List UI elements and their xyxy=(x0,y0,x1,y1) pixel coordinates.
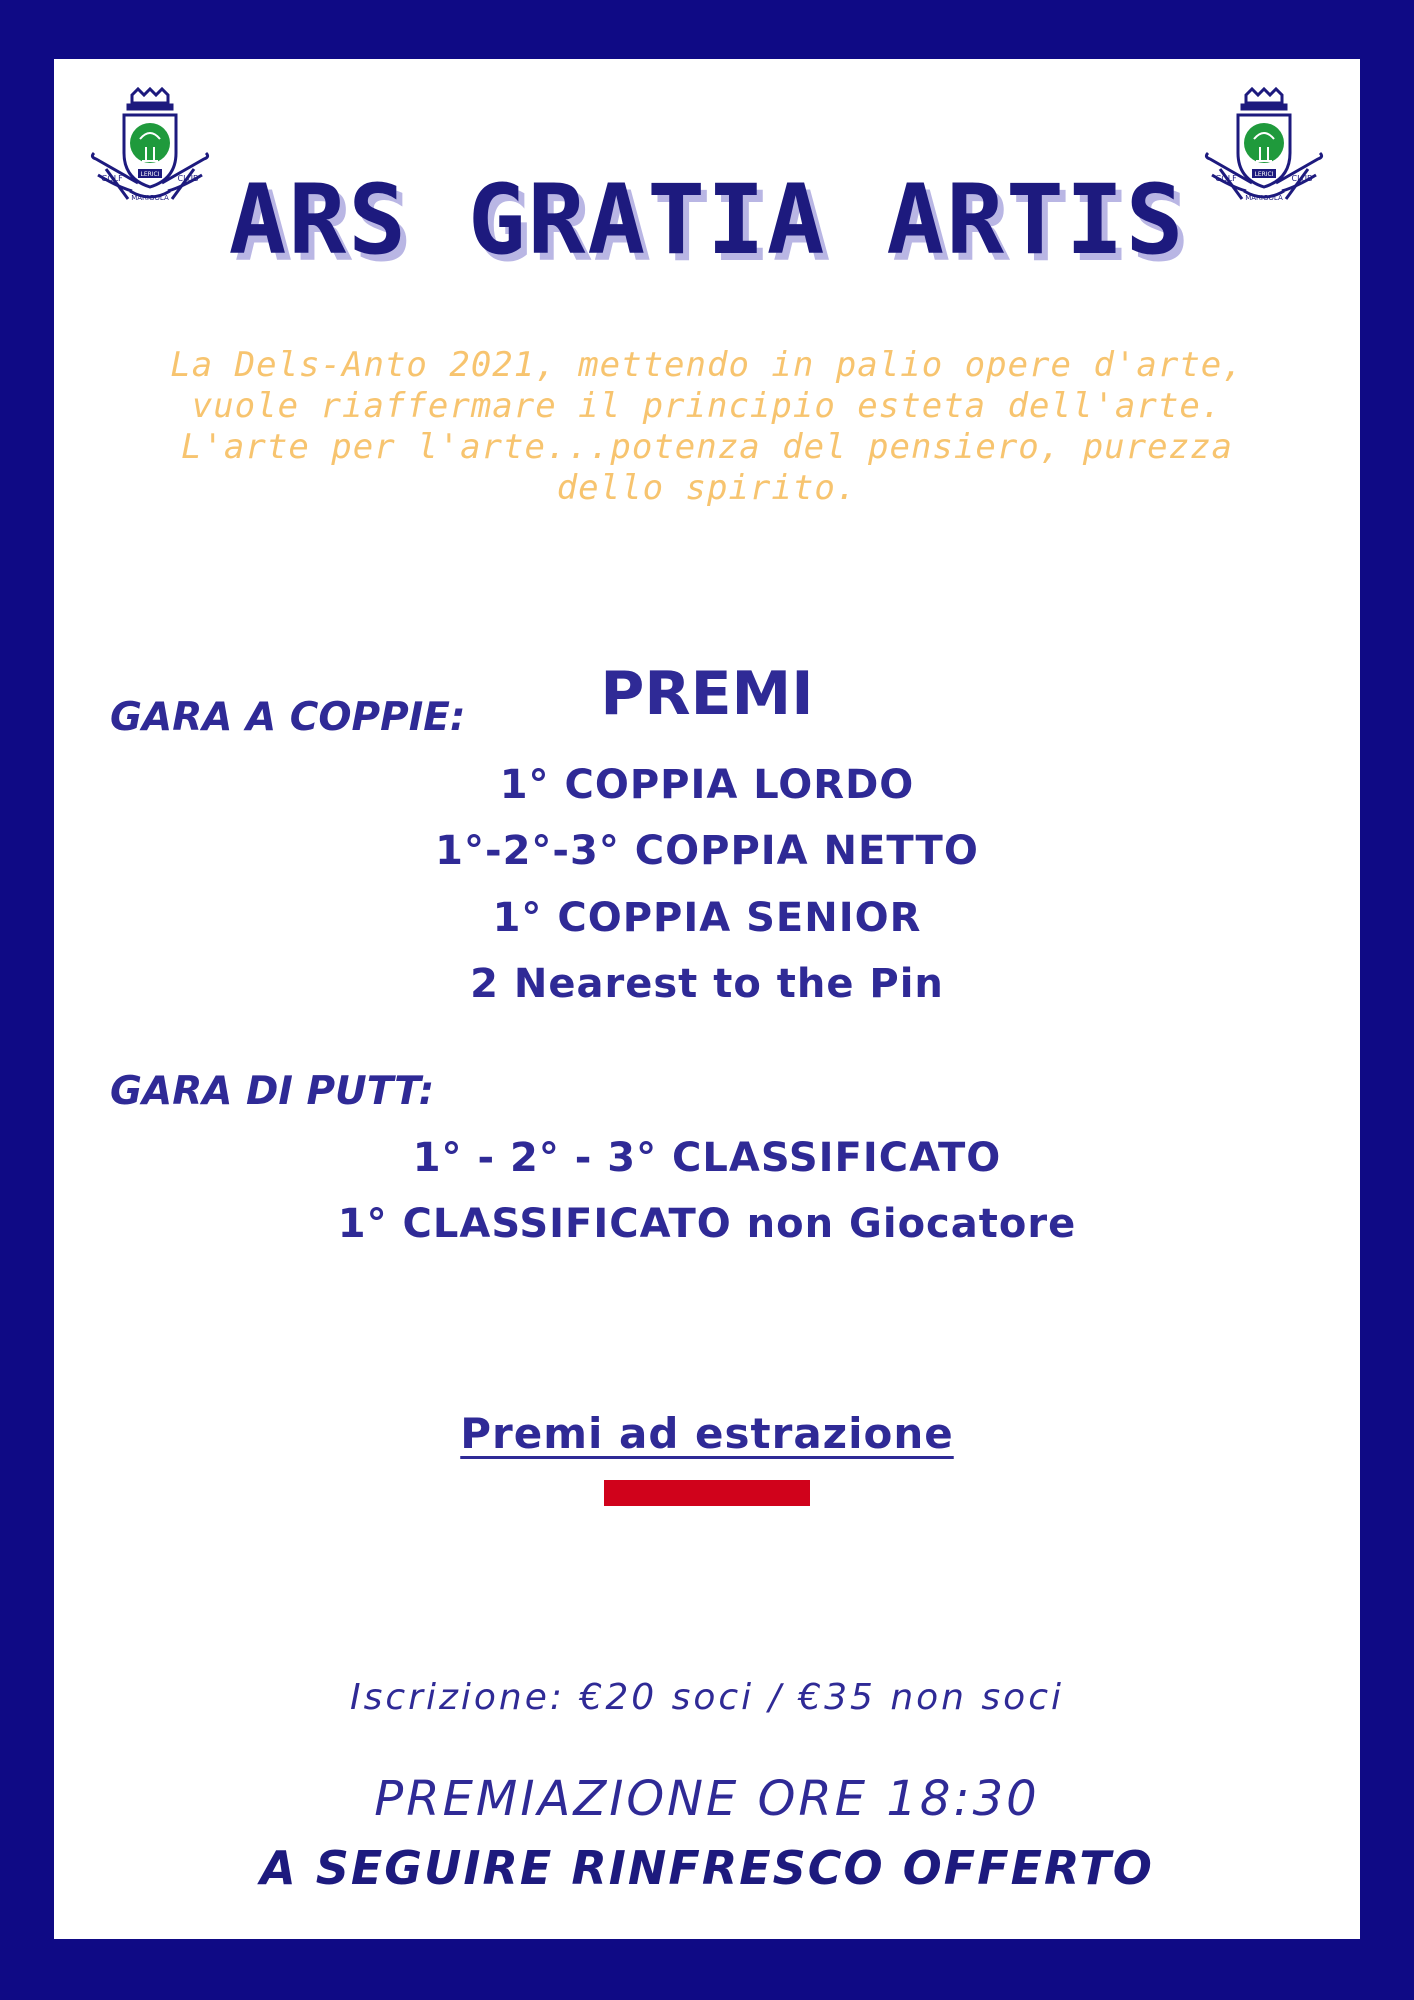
tagline-line: La Dels-Anto 2021, mettendo in palio opere d'arte, xyxy=(170,345,1244,385)
svg-text:CLUB: CLUB xyxy=(1291,174,1313,183)
draw-prizes xyxy=(54,1409,1360,1458)
tagline-line: vuole riaffermare il principio esteta dell'arte. xyxy=(191,386,1223,426)
tagline-line: dello spirito. xyxy=(556,468,858,508)
couples-section-label: GARA A COPPIE: xyxy=(110,695,466,740)
svg-text:MARIGOLA: MARIGOLA xyxy=(1245,194,1283,202)
svg-text:LERICI: LERICI xyxy=(1254,171,1274,178)
accent-divider xyxy=(604,1480,810,1506)
putt-section-label: GARA DI PUTT: xyxy=(110,1069,435,1114)
couples-prize: 2 Nearest to the Pin xyxy=(470,961,944,1007)
draw-prizes-label: Premi ad estrazione xyxy=(460,1409,954,1458)
poster-title: ARS GRATIA ARTIS xyxy=(228,164,1186,276)
putt-prize: 1° - 2° - 3° CLASSIFICATO xyxy=(412,1135,1002,1181)
svg-text:LERICI: LERICI xyxy=(140,171,160,178)
refreshment-note: A SEGUIRE RINFRESCO OFFERTO xyxy=(260,1841,1154,1895)
svg-text:CLUB: CLUB xyxy=(177,174,199,183)
poster xyxy=(54,59,1360,1939)
couples-prize: 1°-2°-3° COPPIA NETTO xyxy=(435,828,979,874)
svg-text:MARIGOLA: MARIGOLA xyxy=(131,194,169,202)
award-time: PREMIAZIONE ORE 18:30 xyxy=(374,1771,1040,1827)
entry-fee: Iscrizione: €20 soci / €35 non soci xyxy=(349,1677,1064,1718)
prizes-heading: PREMI xyxy=(600,659,814,729)
svg-text:GOLF: GOLF xyxy=(1215,174,1237,183)
tagline-line: L'arte per l'arte...potenza del pensiero, purezza xyxy=(180,427,1234,467)
putt-prize: 1° CLASSIFICATO non Giocatore xyxy=(337,1201,1077,1247)
couples-prize: 1° COPPIA LORDO xyxy=(499,762,915,808)
svg-text:GOLF: GOLF xyxy=(101,174,123,183)
couples-prize: 1° COPPIA SENIOR xyxy=(492,895,922,941)
tagline xyxy=(84,345,1330,509)
